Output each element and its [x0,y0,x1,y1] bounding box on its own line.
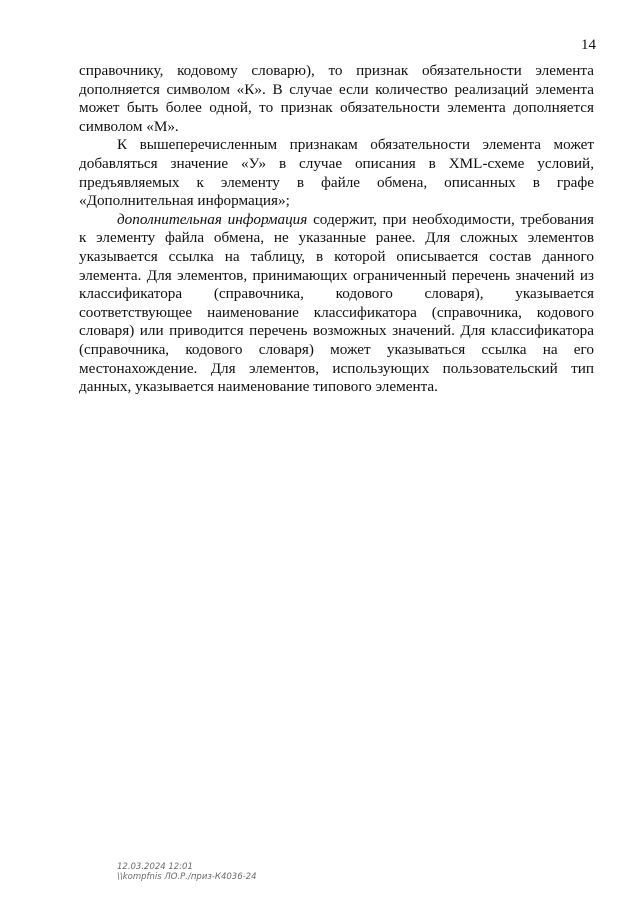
paragraph-additional-info [79,211,594,397]
body-text [79,62,594,397]
term-additional-info: дополнительная информация [117,210,308,228]
document-footer [117,862,257,882]
footer-timestamp: 12.03.2024 12:01 [117,862,193,872]
paragraph-continuation: справочнику, кодовому словарю), то признак обязательности элемента дополняется символом «К». В случае если количество реализаций элемента может быть более одной, то признак обязательности элемента дополняется символом «М». [79,62,594,135]
page-number: 14 [581,37,596,53]
paragraph-additional-info-text: содержит, при необходимости, требования к элементу файла обмена, не указанные ранее. Для сложных элементов указывается ссылка на таблицу, в которой описывается состав данного элемента. Для элементов, принимающих ограниченный перечень значений из классификатора (справочника, кодового словаря), указывается соответствующее наименование классификатора (справочника, кодового словаря) или приводится перечень возможных значений. Для классификатора (справочника, кодового словаря) может указываться ссылка на его местонахождение. Для элементов, использующих пользовательский тип данных, указывается наименование типового элемента. [79,210,594,396]
footer-file-path: \\kompfnis ЛО.Р./приз-К4036-24 [117,872,257,882]
paragraph-additional-value: К вышеперечисленным признакам обязательности элемента может добавляться значение «У» в случае описания в XML-схеме условий, предъявляемых к элементу в файле обмена, описанных в графе «Дополнительная информация»; [79,136,594,210]
